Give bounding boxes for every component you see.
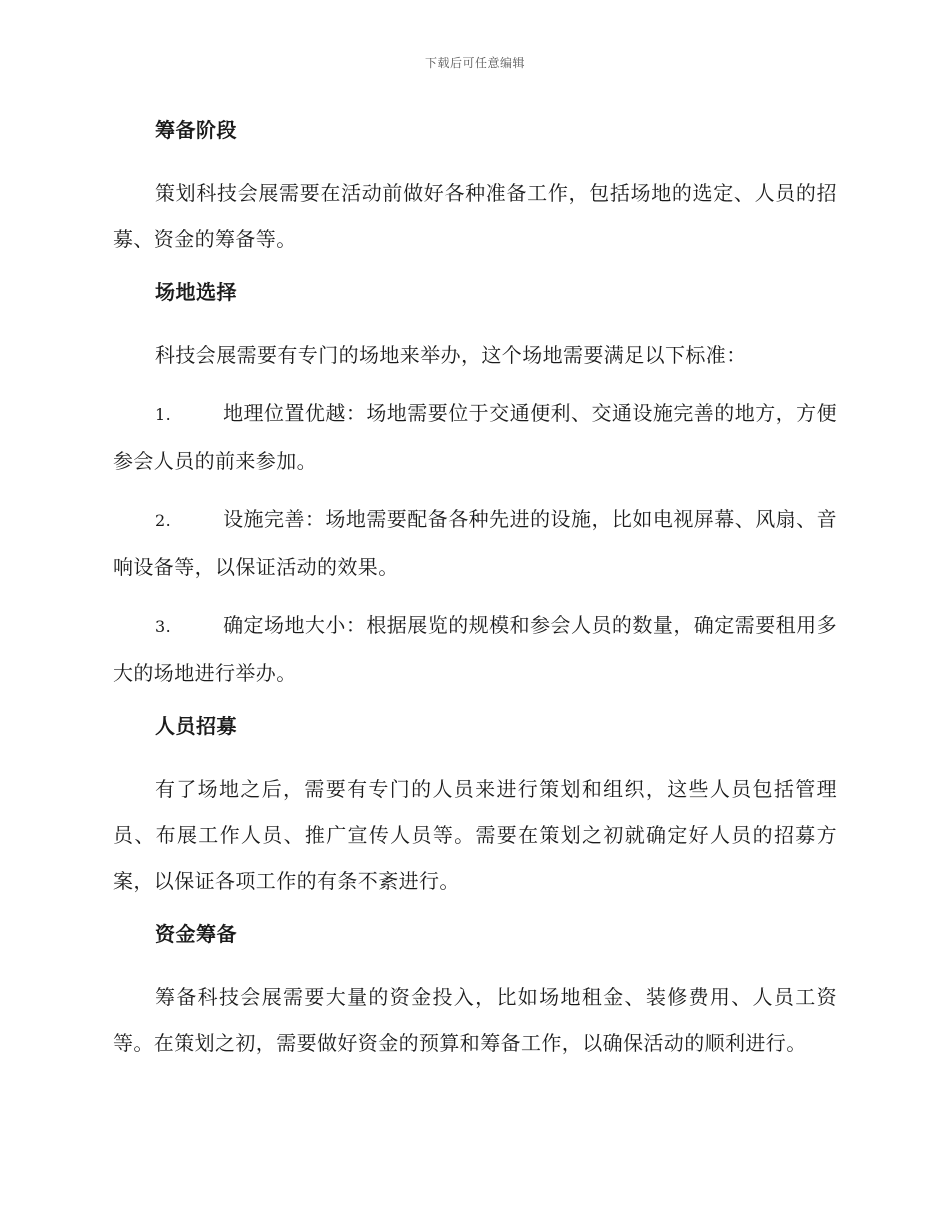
section-heading-funds: 资金筹备 (155, 922, 237, 946)
section-heading-staff: 人员招募 (155, 714, 237, 738)
section-heading-venue: 场地选择 (155, 280, 237, 304)
section-heading-prep: 筹备阶段 (155, 118, 237, 142)
section-paragraph-prep: 策划科技会展需要在活动前做好各种准备工作，包括场地的选定、人员的招募、资金的筹备等。 (113, 181, 837, 251)
section-paragraph-staff: 有了场地之后，需要有专门的人员来进行策划和组织，这些人员包括管理员、布展工作人员、推广宣传人员等。需要在策划之初就确定好人员的招募方案，以保证各项工作的有条不紊进行。 (113, 777, 837, 893)
list-item (113, 602, 837, 696)
list-item-text: 设施完善：场地需要配备各种先进的设施，比如电视屏幕、风扇、音响设备等，以保证活动的效果。 (113, 507, 837, 579)
document-body (113, 112, 837, 1078)
list-item (113, 496, 837, 590)
list-item-number: 2. (155, 511, 172, 530)
page-header: 下载后可任意编辑 (424, 56, 525, 70)
section-paragraph-venue: 科技会展需要有专门的场地来举办，这个场地需要满足以下标准： (155, 343, 747, 367)
list-item (113, 390, 837, 484)
list-item-number: 3. (155, 617, 172, 636)
section-paragraph-funds: 筹备科技会展需要大量的资金投入，比如场地租金、装修费用、人员工资等。在策划之初，需要做好资金的预算和筹备工作，以确保活动的顺利进行。 (113, 985, 837, 1055)
list-item-number: 1. (155, 405, 172, 424)
list-item-text: 地理位置优越：场地需要位于交通便利、交通设施完善的地方，方便参会人员的前来参加。 (113, 401, 837, 473)
list-item-text: 确定场地大小：根据展览的规模和参会人员的数量，确定需要租用多大的场地进行举办。 (113, 613, 837, 685)
